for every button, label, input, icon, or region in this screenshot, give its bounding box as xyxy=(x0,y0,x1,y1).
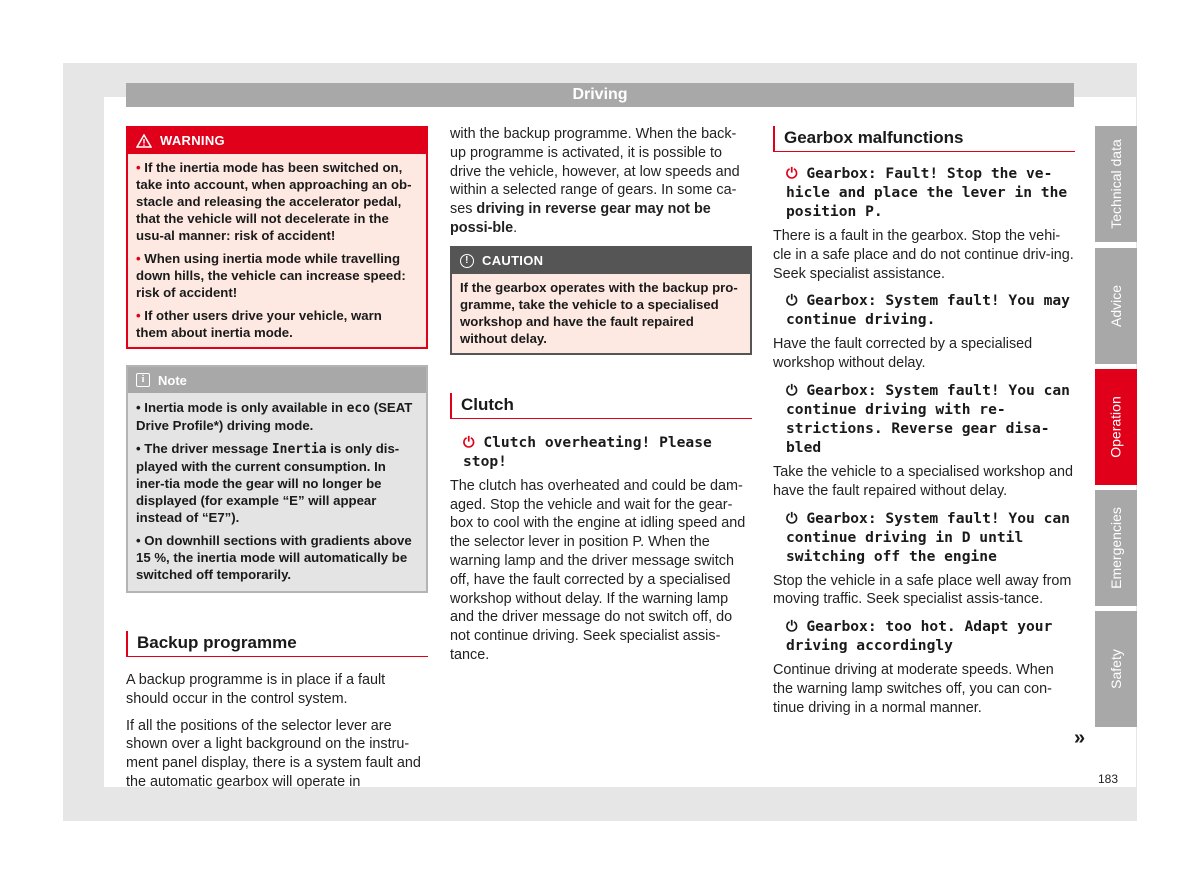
gearbox-text: Continue driving at moderate speeds. When the warning lamp switches off, you can con-tinue driving in a normal manner. xyxy=(773,662,1054,716)
note-box xyxy=(126,365,428,593)
gearbox-message: ⏻ Gearbox: too hot. Adapt your driving accordingly xyxy=(786,618,1053,655)
alert-circle-icon: ⏻ xyxy=(786,165,798,182)
continue-mark: » xyxy=(1074,727,1086,749)
gearbox-message: ⏻ Gearbox: System fault! You can continue driving in D until switching off the engine xyxy=(786,509,1070,565)
tab-advice[interactable]: Advice xyxy=(1095,248,1137,364)
warning-label: WARNING xyxy=(160,133,225,148)
paragraph: If all the positions of the selector lever are shown over a light background on the instru-ment panel display, there is a system fault and the automatic gearbox will operate in xyxy=(126,717,421,790)
clutch-text xyxy=(450,477,752,665)
bullet-icon: • xyxy=(136,308,141,323)
tab-safety[interactable]: Safety xyxy=(1095,611,1137,727)
gearbox-message: ⏻ Gearbox: System fault! You may continue driving. xyxy=(786,292,1070,329)
section-title-backup: Backup programme xyxy=(126,631,428,657)
tab-technical-data[interactable]: Technical data xyxy=(1095,126,1137,242)
caution-box xyxy=(450,246,752,355)
bullet-icon: • xyxy=(136,251,141,266)
warning-body xyxy=(128,154,426,347)
gearbox-text: There is a fault in the gearbox. Stop the vehi-cle in a safe place and do not continue driv-ing. Seek specialist assistance. xyxy=(773,228,1074,282)
backup-text xyxy=(126,671,428,792)
gearbox-text: Have the fault corrected by a specialised workshop without delay. xyxy=(773,336,1033,372)
gearbox-message: ⏻ Gearbox: Fault! Stop the ve-hicle and place the lever in the position P. xyxy=(786,165,1068,220)
note-item: • Inertia mode is only available in eco (SEAT Drive Profile*) driving mode. xyxy=(136,400,413,433)
note-item: • On downhill sections with gradients above 15 %, the inertia mode will automatically be switched off temporarily. xyxy=(136,533,412,582)
caution-header xyxy=(452,248,750,274)
alert-circle-icon: ⏻ xyxy=(786,292,798,310)
warning-triangle-icon xyxy=(136,134,152,148)
alert-circle-icon: ⏻ xyxy=(463,433,475,451)
paragraph: The clutch has overheated and could be dam-aged. Stop the vehicle and wait for the gear-box to cool with the engine at idling speed and the selector lever in position P. When the warning lamp and the driver message switch off, have the fault corrected by a specialised workshop without delay. If the warning lamp and the driver message do not switch off, do not continue driving. Seek specialist assis-tance. xyxy=(450,477,746,663)
chapter-header: Driving xyxy=(126,83,1074,107)
note-body xyxy=(128,393,426,591)
page-number: 183 xyxy=(1098,772,1119,786)
section-title-gearbox: Gearbox malfunctions xyxy=(773,126,1075,152)
note-item: • The driver message Inertia is only dis-played with the current consumption. In iner-tia mode the gear will no longer be displayed (for example “E” will appear instead of “E7”). xyxy=(136,441,400,525)
column-middle xyxy=(450,126,752,673)
clutch-message: ⏻ Clutch overheating! Please stop! xyxy=(463,433,712,470)
info-icon: i xyxy=(136,373,150,387)
alert-circle-icon: ⏻ xyxy=(786,381,798,399)
paragraph: A backup programme is in place if a fault should occur in the control system. xyxy=(126,672,386,707)
warning-box xyxy=(126,126,428,349)
note-header xyxy=(128,367,426,393)
warning-item: • If other users drive your vehicle, warn them about inertia mode. xyxy=(136,308,382,340)
note-label: Note xyxy=(158,372,187,388)
gearbox-text: Take the vehicle to a specialised workshop and have the fault repaired without delay. xyxy=(773,463,1073,499)
gearbox-text: Stop the vehicle in a safe place well away from moving traffic. Seek specialist assis-tance. xyxy=(773,572,1072,608)
caution-icon: ! xyxy=(460,254,474,268)
gearbox-message: ⏻ Gearbox: System fault! You can continue driving with re-strictions. Reverse gear disa-bled xyxy=(786,381,1070,456)
section-title-clutch: Clutch xyxy=(450,393,752,419)
caution-label: CAUTION xyxy=(482,253,544,269)
alert-circle-icon: ⏻ xyxy=(786,509,798,527)
column-left xyxy=(126,126,428,800)
backup-continued xyxy=(450,125,752,238)
tab-operation[interactable]: Operation xyxy=(1095,369,1137,485)
alert-circle-icon: ⏻ xyxy=(786,618,798,636)
warning-header xyxy=(128,128,426,154)
paragraph: with the backup programme. When the back-up programme is activated, it is possible to drive the vehicle, however, at low speeds and within a selected range of gears. In some ca-ses driving in reverse gear may not be possi-ble. xyxy=(450,126,740,236)
column-right xyxy=(773,126,1075,726)
caution-body: If the gearbox operates with the backup pro-gramme, take the vehicle to a specialised workshop and have the fault repaired without delay. xyxy=(460,279,738,346)
warning-item: • When using inertia mode while travelling down hills, the vehicle can increase speed: risk of accident! xyxy=(136,251,406,300)
warning-item: • If the inertia mode has been switched on, take into account, when approaching an ob-stacle and releasing the accelerator pedal, that the vehicle will not decelerate in the usu-al manner: risk of accident! xyxy=(136,160,412,243)
tab-emergencies[interactable]: Emergencies xyxy=(1095,490,1137,606)
bullet-icon: • xyxy=(136,160,141,175)
